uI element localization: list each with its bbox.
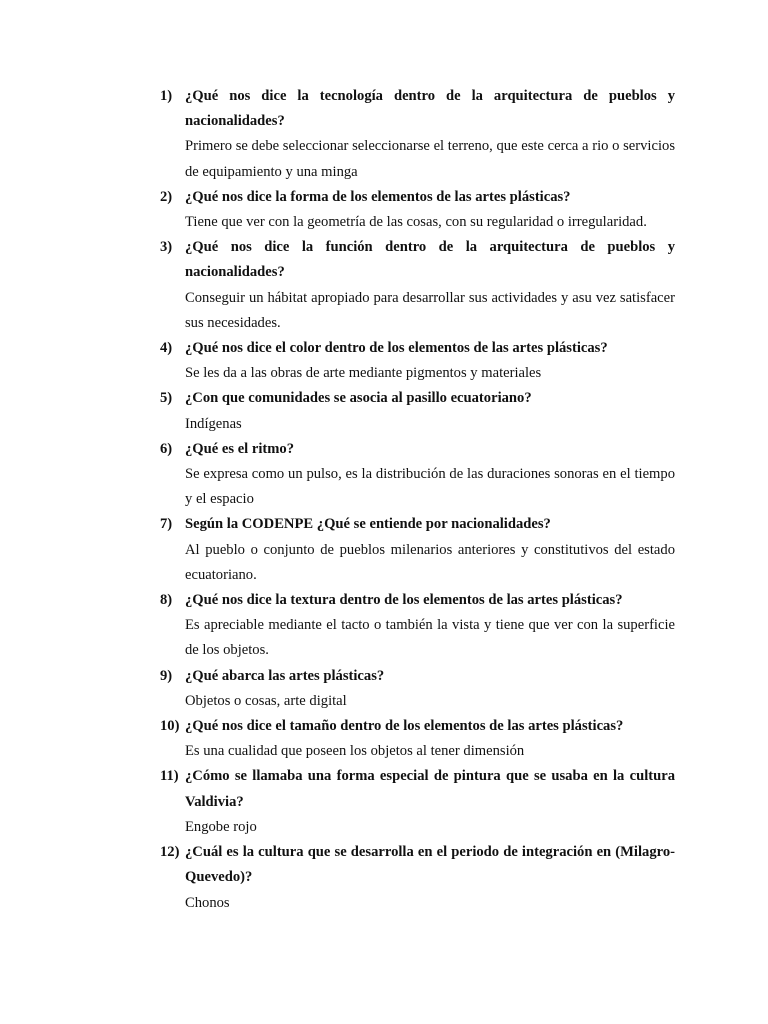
- question-number: 3): [160, 239, 173, 256]
- answer-text: Al pueblo o conjunto de pueblos milenarios anteriores y constitutivos del estado ecuatoriano.: [185, 541, 675, 583]
- question-item-2: [160, 185, 675, 235]
- question-item-11: [160, 764, 675, 840]
- question-number: 9): [160, 667, 173, 684]
- question-text: ¿Qué es el ritmo?: [185, 440, 295, 457]
- question-number: 7): [160, 516, 173, 533]
- question-text: ¿Qué nos dice el color dentro de los elementos de las artes plásticas?: [185, 340, 608, 357]
- question-item-1: [160, 84, 675, 185]
- question-number: 4): [160, 340, 173, 357]
- answer-text: Es apreciable mediante el tacto o también la vista y tiene que ver con la superficie de los objetos.: [185, 617, 675, 659]
- question-number: 1): [160, 88, 173, 104]
- question-number: 6): [160, 440, 173, 457]
- question-text: ¿Con que comunidades se asocia al pasillo ecuatoriano?: [185, 390, 532, 407]
- question-text: ¿Qué nos dice la forma de los elementos de las artes plásticas?: [185, 188, 571, 205]
- answer-text: Tiene que ver con la geometría de las cosas, con su regularidad o irregularidad.: [185, 214, 647, 231]
- answer-text: Engobe rojo: [185, 818, 257, 835]
- question-number: 5): [160, 390, 173, 407]
- question-number: 11): [160, 768, 179, 785]
- question-text: Según la CODENPE ¿Qué se entiende por nacionalidades?: [185, 516, 551, 533]
- question-item-10: [160, 714, 675, 764]
- question-item-7: [160, 512, 675, 588]
- question-number: 2): [160, 188, 173, 205]
- question-text: ¿Qué nos dice la función dentro de la arquitectura de pueblos y nacionalidades?: [185, 239, 675, 281]
- question-number: 8): [160, 592, 173, 609]
- question-text: ¿Qué nos dice el tamaño dentro de los elementos de las artes plásticas?: [185, 718, 624, 735]
- question-item-6: [160, 437, 675, 513]
- answer-text: Objetos o cosas, arte digital: [185, 692, 347, 709]
- question-item-3: [160, 235, 675, 336]
- question-text: ¿Cuál es la cultura que se desarrolla en el periodo de integración en (Milagro-Quevedo)?: [185, 844, 675, 886]
- question-text: ¿Qué nos dice la tecnología dentro de la arquitectura de pueblos y nacionalidades?: [185, 88, 675, 130]
- question-text: ¿Cómo se llamaba una forma especial de pintura que se usaba en la cultura Valdivia?: [185, 768, 675, 810]
- question-number: 10): [160, 718, 180, 735]
- question-item-8: [160, 588, 675, 664]
- question-number: 12): [160, 844, 180, 861]
- answer-text: Indígenas: [185, 415, 242, 432]
- answer-text: Chonos: [185, 894, 230, 911]
- answer-text: Conseguir un hábitat apropiado para desarrollar sus actividades y asu vez satisfacer sus necesidades.: [185, 289, 675, 331]
- question-item-9: [160, 664, 675, 714]
- question-list: [160, 84, 675, 916]
- answer-text: Se expresa como un pulso, es la distribución de las duraciones sonoras en el tiempo y el espacio: [185, 466, 675, 508]
- question-text: ¿Qué nos dice la textura dentro de los elementos de las artes plásticas?: [185, 592, 623, 609]
- answer-text: Se les da a las obras de arte mediante pigmentos y materiales: [185, 365, 542, 382]
- question-item-4: [160, 336, 675, 386]
- answer-text: Primero se debe seleccionar seleccionarse el terreno, que este cerca a rio o servicios de equipamiento y una minga: [185, 138, 675, 180]
- question-text: ¿Qué abarca las artes plásticas?: [185, 667, 385, 684]
- question-item-5: [160, 386, 675, 436]
- question-item-12: [160, 840, 675, 916]
- answer-text: Es una cualidad que poseen los objetos al tener dimensión: [185, 743, 525, 760]
